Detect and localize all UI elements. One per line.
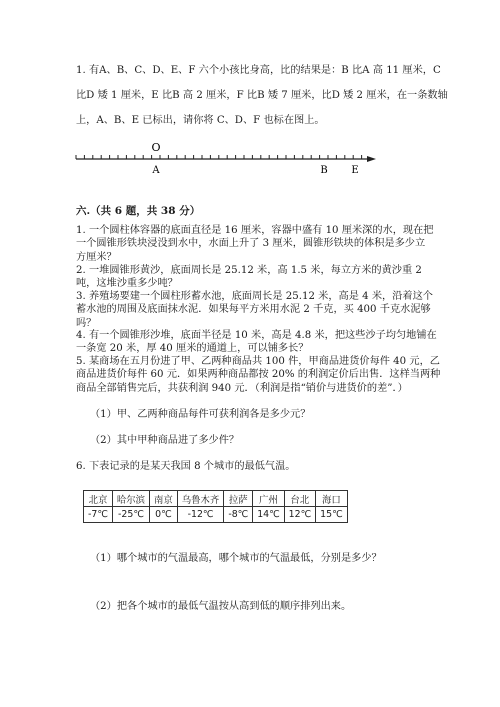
problem-1	[76, 224, 434, 264]
problem-line: 4. 有一个圆锥形沙堆，底面半径是 10 米，高是 4.8 米，把这些沙子均匀地铺在	[76, 330, 437, 341]
point-label-e: E	[351, 165, 359, 176]
number-line	[74, 140, 384, 180]
problem-3	[76, 290, 433, 330]
city-cell: 北京	[84, 491, 113, 507]
city-cell: 拉萨	[224, 491, 253, 507]
point-label-a: A	[152, 165, 160, 176]
question-1-line: 上，A、B、E 已标出，请你将 C、D、F 也标在图上。	[76, 115, 325, 126]
temperature-cell: 12℃	[284, 507, 315, 523]
problem-5-question-1: （1）甲、乙两种商品每件可获利润各是多少元？	[90, 409, 311, 420]
problem-5-question-2: （2）其中甲种商品进了多少件？	[90, 435, 240, 446]
temperature-cell: 15℃	[316, 507, 347, 523]
city-cell: 海口	[316, 491, 347, 507]
problem-line: 5. 某商场在五月份进了甲、乙两种商品共 100 件，甲商品进货价每件 40 元，乙	[76, 356, 440, 367]
problem-line: 商品进货价每件 60 元．如果两种商品都按 20% 的利润定价后出售．这样当两种	[76, 369, 441, 381]
point-label-b: B	[320, 165, 328, 176]
city-row	[84, 491, 348, 507]
temperature-cell: -12℃	[177, 507, 224, 523]
origin-label: O	[151, 141, 161, 154]
problem-line: 吗？	[76, 317, 97, 329]
problem-line: 一个圆锥形铁块浸没到水中，水面上升了 3 厘米，圆锥形铁块的体积是多少立	[76, 238, 426, 250]
question-1-line: 1. 有A、B、C、D、E、F 六个小孩比身高，比的结果是：B 比A 高 11 厘米，C	[76, 65, 441, 76]
temperature-cell: -7℃	[84, 507, 113, 523]
city-cell: 广州	[253, 491, 284, 507]
temperature-cell: -25℃	[112, 507, 149, 523]
problem-5	[76, 355, 441, 395]
temperature-cell: 0℃	[150, 507, 178, 523]
problem-line: 一条宽 20 米，厚 40 厘米的通道上，可以铺多长？	[76, 343, 309, 355]
problem-line: 商品全部销售完后，共获利润 940 元．（利润是指“销价与进货价的差”．）	[76, 382, 408, 394]
question-1-line: 比D 矮 1 厘米，E 比B 高 2 厘米，F 比B 矮 7 厘米，比D 矮 2 厘米，在一条数轴	[76, 90, 448, 101]
problem-line: 方厘米？	[76, 251, 117, 263]
city-cell: 南京	[150, 491, 178, 507]
problem-line: 蓄水池的周围及底面抹水泥．如果每平方米用水泥 2 千克，买 400 千克水泥够	[76, 304, 431, 316]
problem-line: 吨，这堆沙重多少吨？	[76, 278, 178, 290]
number-line-arrow	[367, 156, 376, 162]
problem-line: 2. 一堆圆锥形黄沙，底面周长是 25.12 米，高 1.5 米，每立方米的黄沙重 2	[76, 265, 422, 276]
city-cell: 台北	[284, 491, 315, 507]
city-cell: 哈尔滨	[112, 491, 149, 507]
temperature-row	[84, 507, 348, 523]
section-title: 六.（共 6 题，共 38 分）	[76, 205, 201, 217]
number-line-ticks	[76, 155, 362, 159]
problem-4	[76, 329, 437, 356]
problem-line: 3. 养殖场要建一个圆柱形蓄水池，底面周长是 25.12 米，高是 4 米，沿着这个	[76, 291, 433, 302]
question-6-part-2: （2）把各个城市的最低气温按从高到低的顺序排列出来。	[90, 601, 352, 612]
problem-2	[76, 264, 428, 291]
temperature-cell: 14℃	[253, 507, 284, 523]
problem-line: 1. 一个圆柱体容器的底面直径是 16 厘米，容器中盛有 10 厘米深的水，现在把	[76, 225, 434, 236]
question-6-intro: 6. 下表记录的是某天我国 8 个城市的最低气温。	[76, 461, 296, 472]
temperature-table	[83, 490, 348, 523]
question-6-part-1: （1）哪个城市的气温最高，哪个城市的气温最低，分别是多少？	[90, 553, 382, 564]
question-1	[76, 58, 448, 133]
city-cell: 乌鲁木齐	[177, 491, 224, 507]
temperature-cell: -8℃	[224, 507, 253, 523]
